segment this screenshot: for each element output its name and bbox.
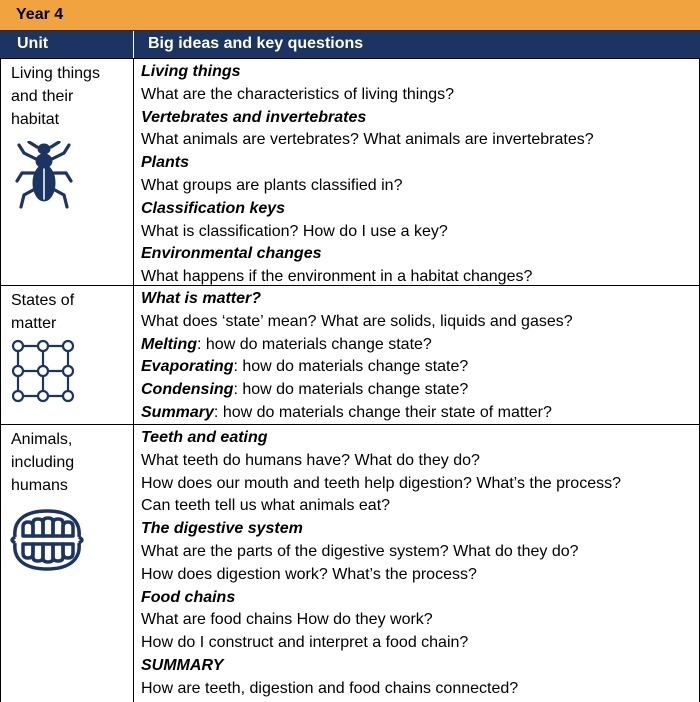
unit-cell [0,59,134,285]
table-row-states-of-matter [0,285,700,424]
ideas-cell [134,286,700,424]
unit-label-line: habitat [11,111,60,128]
unit-label-line: Animals, [11,431,73,448]
key-question: What are the characteristics of living things? [141,85,455,103]
table-row-animals-humans [0,424,700,702]
header-unit: Unit [0,31,134,58]
topic-lead: Condensing [141,381,234,399]
key-question: How does our mouth and teeth help digestion? What’s the process? [141,474,621,492]
unit-cell [0,286,134,424]
topic-heading: Food chains [141,588,236,606]
unit-label-line: Living things [11,65,100,82]
header-ideas: Big ideas and key questions [148,35,364,52]
topic-heading: Classification keys [141,199,286,217]
topic-heading: Teeth and eating [141,429,268,446]
topic-heading: What is matter? [141,290,262,307]
teeth-icon [7,507,87,573]
key-question: What animals are vertebrates? What animals are invertebrates? [141,131,594,149]
key-question: How are teeth, digestion and food chains connected? [141,679,519,697]
unit-label-line: and their [11,88,74,105]
topic-heading: SUMMARY [141,656,224,674]
topic-rest: : how do materials change state? [197,335,432,353]
topic-heading: Plants [141,154,190,172]
key-question: What are the parts of the digestive system? What do they do? [141,542,579,560]
topic-lead: Summary [141,403,214,421]
unit-label-line: matter [11,315,57,332]
unit-label-line: humans [11,477,68,494]
topic-lead: Evaporating [141,358,234,376]
key-question: What does ‘state’ mean? What are solids, liquids and gases? [141,312,573,330]
bug-icon [15,141,73,209]
key-question: What teeth do humans have? What do they do? [141,451,480,469]
topic-rest: : how do materials change state? [233,381,469,399]
key-question [141,379,699,402]
topic-rest: : how do materials change state? [233,358,469,376]
topic-heading: Environmental changes [141,245,322,263]
topic-heading: Vertebrates and invertebrates [141,108,367,126]
topic-lead: Melting [141,335,197,353]
key-question: What happens if the environment in a habitat changes? [141,268,533,286]
key-question: How do I construct and interpret a food chain? [141,634,469,652]
year-title: Year 4 [0,0,700,31]
particle-grid-icon [11,339,75,403]
topic-heading: The digestive system [141,520,303,538]
ideas-cell [134,59,700,285]
unit-label-line: States of [11,292,75,309]
unit-label-line: including [11,454,75,471]
key-question [141,402,699,425]
key-question: Can teeth tell us what animals eat? [141,497,391,515]
key-question [141,334,699,357]
key-question: How does digestion work? What’s the process? [141,565,477,583]
key-question [141,356,699,379]
key-question: What groups are plants classified in? [141,176,403,194]
unit-cell [0,425,134,702]
table-header [0,31,700,58]
key-question: What are food chains How do they work? [141,611,433,629]
ideas-cell [134,425,700,702]
topic-rest: : how do materials change their state of matter? [213,403,552,421]
key-question: What is classification? How do I use a key? [141,222,448,240]
table-row-living-things [0,58,700,285]
topic-heading: Living things [141,63,241,80]
